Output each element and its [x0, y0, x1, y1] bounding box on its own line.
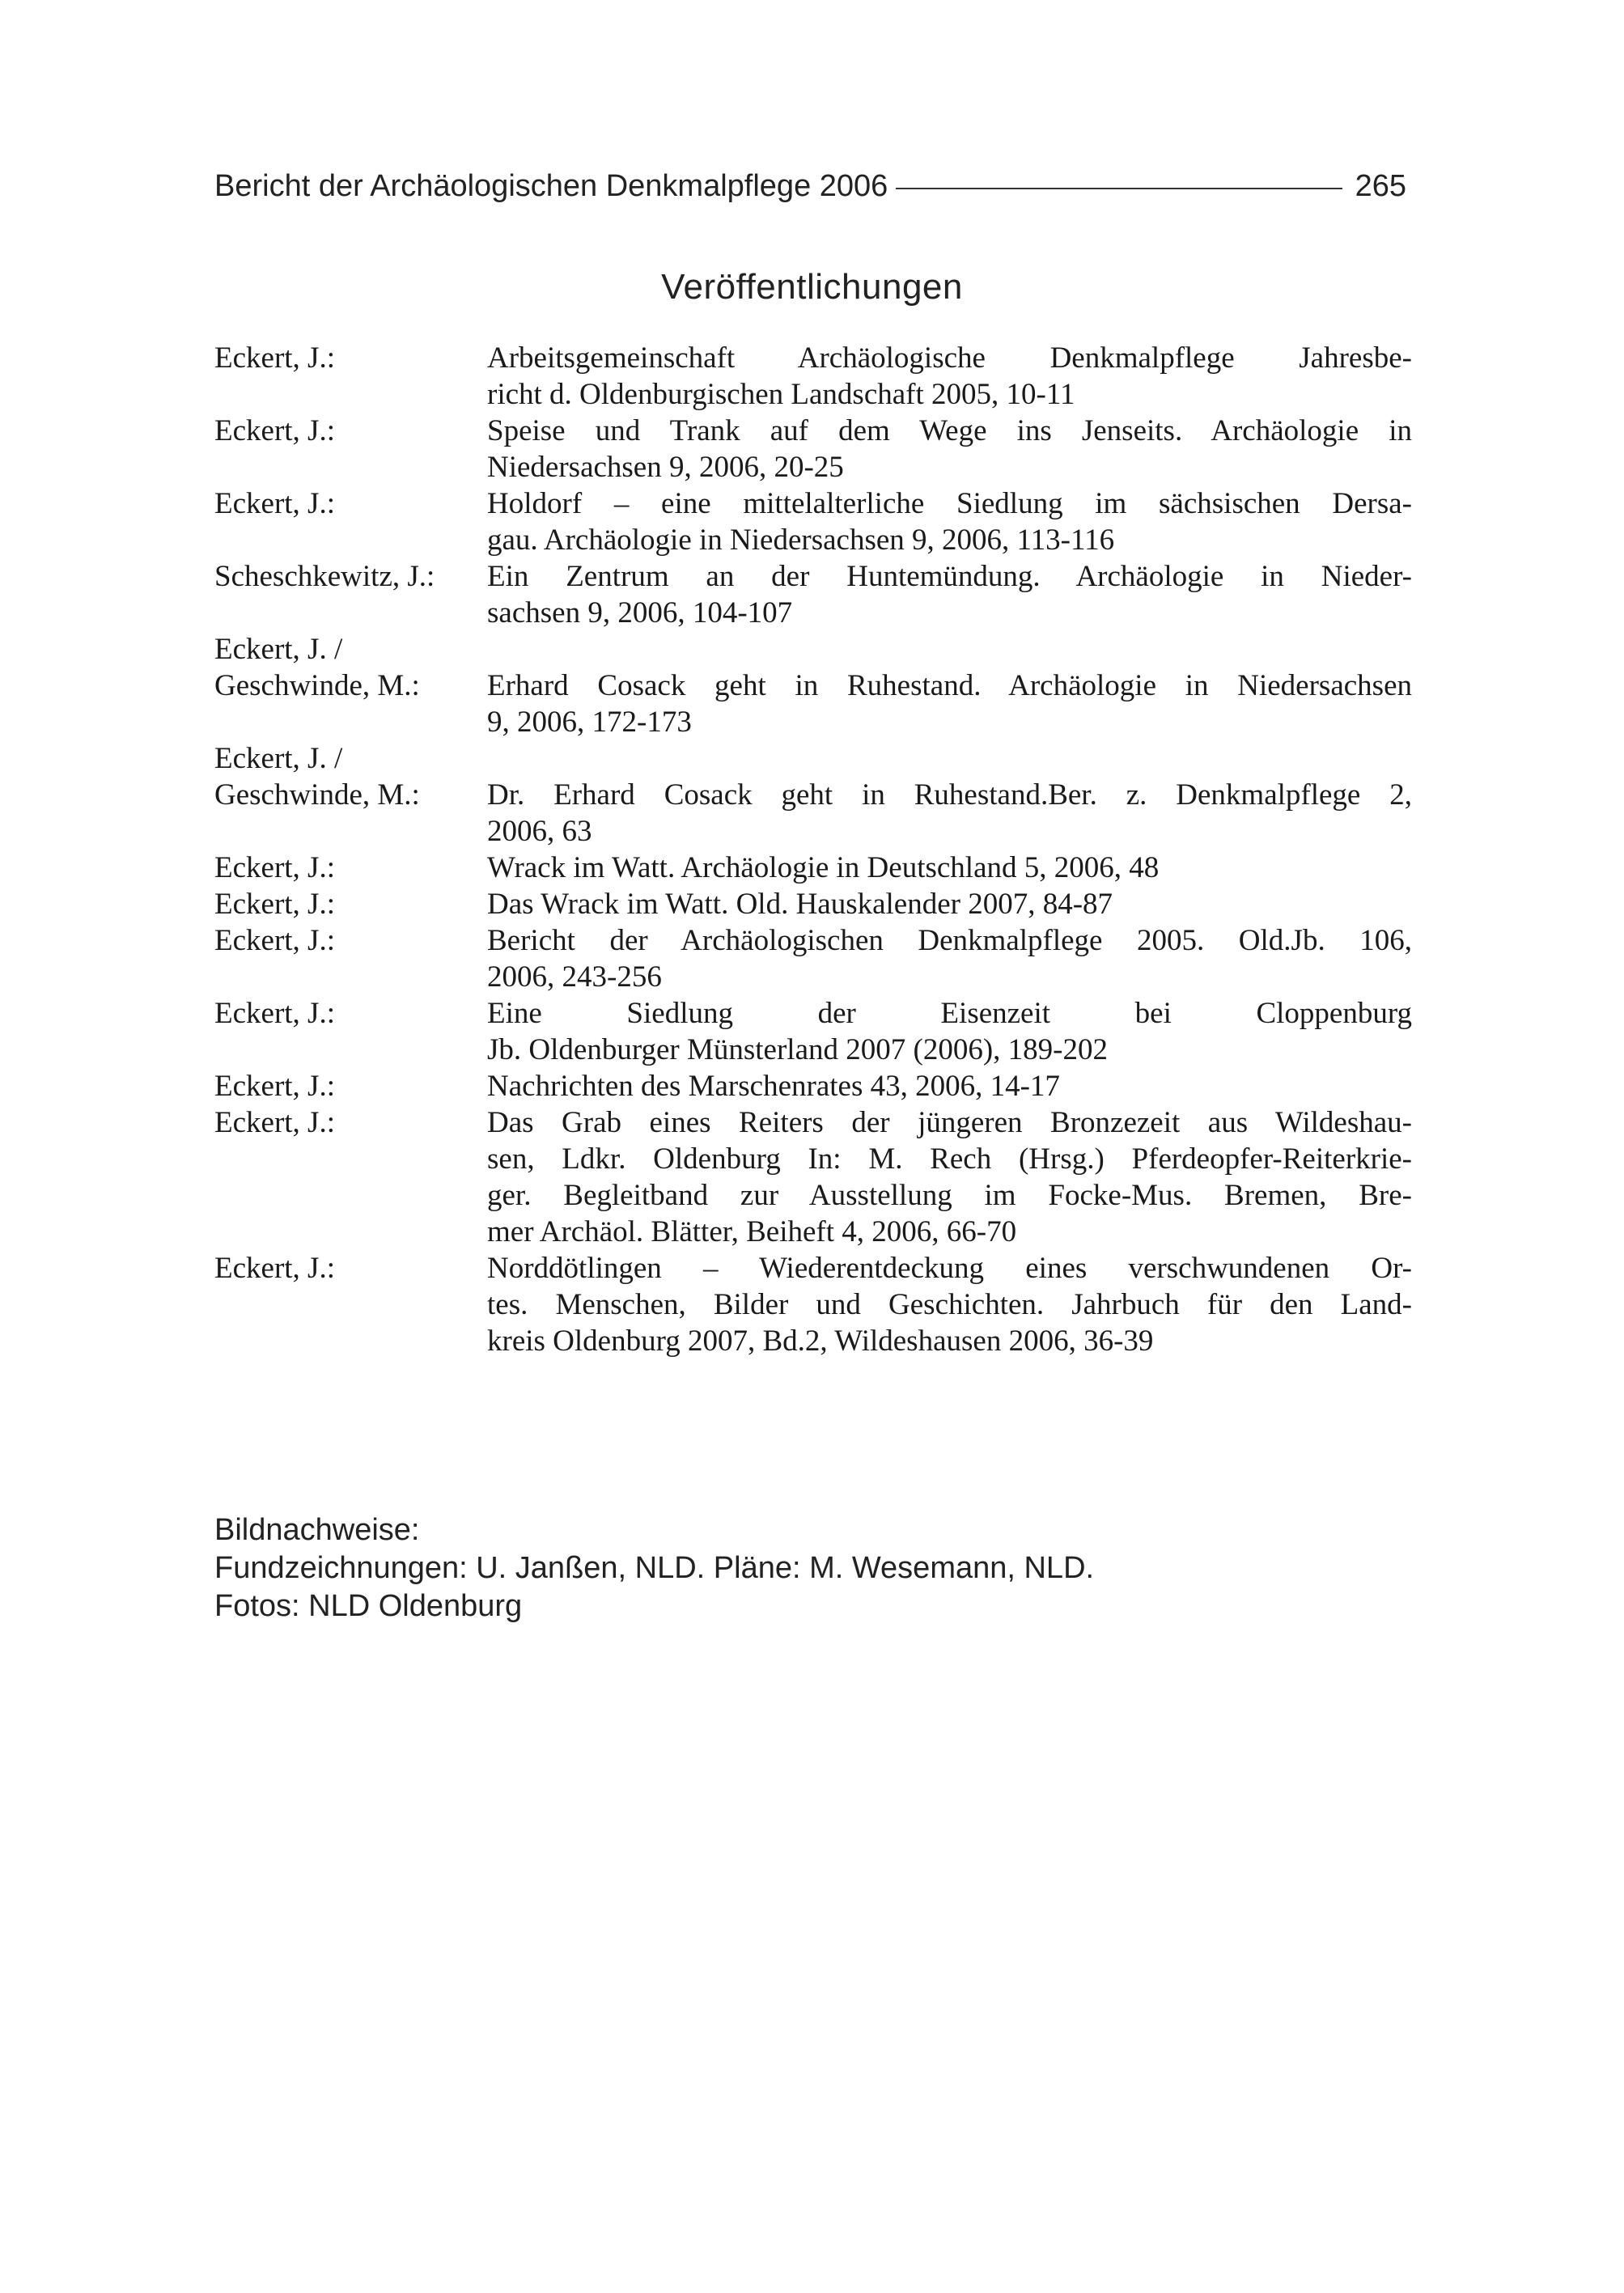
credits-heading: Bildnachweise:: [214, 1513, 420, 1547]
publication-entry: [214, 922, 1412, 995]
title-line: [487, 631, 1412, 668]
publication-title: [487, 886, 1412, 922]
publication-title: [487, 558, 1412, 631]
publication-entry: [214, 850, 1412, 886]
publication-title: [487, 995, 1412, 1068]
author-line: Eckert, J.:: [214, 414, 335, 447]
author-line: Eckert, J.:: [214, 341, 335, 375]
section-title: Veröffentlichungen: [661, 267, 963, 307]
publication-author: [214, 485, 487, 558]
publication-entry: [214, 1068, 1412, 1104]
publication-author: [214, 1068, 487, 1104]
title-line: Niedersachsen 9, 2006, 20-25: [487, 451, 844, 484]
publication-title: [487, 1104, 1412, 1250]
title-line: mer Archäol. Blätter, Beiheft 4, 2006, 66-70: [487, 1215, 1017, 1248]
author-line: Eckert, J.:: [214, 888, 335, 921]
author-line: Eckert, J.:: [214, 487, 335, 520]
title-line: gau. Archäologie in Niedersachsen 9, 2006, 113-116: [487, 523, 1115, 557]
header-rule: [896, 188, 1342, 189]
title-line: Dr. Erhard Cosack geht in Ruhestand.Ber. z. Denkmalpflege 2,: [487, 778, 1412, 812]
publication-entry: [214, 1250, 1412, 1359]
publication-author: [214, 922, 487, 995]
publication-title: [487, 850, 1412, 886]
author-line: Scheschkewitz, J.:: [214, 560, 435, 593]
author-line: Geschwinde, M.:: [214, 778, 420, 812]
title-line: Das Grab eines Reiters der jüngeren Bronzezeit aus Wildeshau-: [487, 1106, 1412, 1139]
header-title: Bericht der Archäologischen Denkmalpflege 2006: [214, 168, 888, 203]
publication-author: [214, 1104, 487, 1250]
publication-author: [214, 1250, 487, 1359]
publication-author: [214, 995, 487, 1068]
publication-author: [214, 340, 487, 413]
title-line: Jb. Oldenburger Münsterland 2007 (2006), 189-202: [487, 1033, 1108, 1066]
publication-title: [487, 631, 1412, 740]
title-line: richt d. Oldenburgischen Landschaft 2005, 10-11: [487, 378, 1075, 411]
author-line: Eckert, J.:: [214, 924, 335, 957]
publication-entry: [214, 340, 1412, 413]
title-line: Arbeitsgemeinschaft Archäologische Denkmalpflege Jahresbe-: [487, 341, 1412, 375]
author-line: Eckert, J.:: [214, 1252, 335, 1285]
title-line: Ein Zentrum an der Huntemündung. Archäologie in Nieder-: [487, 560, 1412, 593]
publication-entry: [214, 740, 1412, 850]
credits-drawings: Fundzeichnungen: U. Janßen, NLD. Pläne: M. Wesemann, NLD.: [214, 1551, 1095, 1585]
author-line: Eckert, J.:: [214, 851, 335, 884]
title-line: kreis Oldenburg 2007, Bd.2, Wildeshausen 2006, 36-39: [487, 1325, 1154, 1358]
running-header: [214, 162, 1406, 210]
title-line: Eine Siedlung der Eisenzeit bei Cloppenburg: [487, 997, 1412, 1030]
publication-author: [214, 740, 487, 850]
title-line: Holdorf – eine mittelalterliche Siedlung im sächsischen Dersa-: [487, 487, 1412, 520]
title-line: 9, 2006, 172-173: [487, 706, 692, 739]
title-line: [487, 740, 1412, 777]
author-line: Eckert, J.:: [214, 1070, 335, 1103]
title-line: 2006, 63: [487, 815, 592, 848]
author-line: Eckert, J.:: [214, 1106, 335, 1139]
image-credits: [214, 1511, 1094, 1625]
author-line: Eckert, J.:: [214, 997, 335, 1030]
title-line: sen, Ldkr. Oldenburg In: M. Rech (Hrsg.) Pferdeopfer-Reiterkrie-: [487, 1142, 1412, 1176]
title-line: Bericht der Archäologischen Denkmalpflege 2005. Old.Jb. 106,: [487, 924, 1412, 957]
author-line: Geschwinde, M.:: [214, 669, 420, 702]
publication-title: [487, 922, 1412, 995]
publication-list: [214, 340, 1412, 1359]
credits-photos: Fotos: NLD Oldenburg: [214, 1589, 523, 1623]
title-line: 2006, 243-256: [487, 960, 662, 994]
title-line: tes. Menschen, Bilder und Geschichten. Jahrbuch für den Land-: [487, 1288, 1412, 1321]
title-line: Nachrichten des Marschenrates 43, 2006, 14-17: [487, 1070, 1060, 1103]
author-line: Eckert, J. /: [214, 633, 343, 666]
publication-author: [214, 850, 487, 886]
publication-author: [214, 886, 487, 922]
title-line: sachsen 9, 2006, 104-107: [487, 596, 793, 629]
publication-author: [214, 558, 487, 631]
title-line: ger. Begleitband zur Ausstellung im Focke-Mus. Bremen, Bre-: [487, 1179, 1412, 1212]
publication-author: [214, 413, 487, 485]
publication-author: [214, 631, 487, 740]
author-line: Eckert, J. /: [214, 742, 343, 775]
publication-title: [487, 1250, 1412, 1359]
publication-entry: [214, 413, 1412, 485]
title-line: Wrack im Watt. Archäologie in Deutschland 5, 2006, 48: [487, 851, 1160, 884]
page-number: 265: [1355, 168, 1406, 203]
title-line: Erhard Cosack geht in Ruhestand. Archäologie in Niedersachsen: [487, 669, 1412, 702]
title-line: Speise und Trank auf dem Wege ins Jenseits. Archäologie in: [487, 414, 1412, 447]
publication-entry: [214, 995, 1412, 1068]
title-line: Norddötlingen – Wiederentdeckung eines verschwundenen Or-: [487, 1252, 1412, 1285]
publication-title: [487, 485, 1412, 558]
publication-title: [487, 340, 1412, 413]
publication-entry: [214, 1104, 1412, 1250]
publication-entry: [214, 485, 1412, 558]
publication-title: [487, 1068, 1412, 1104]
publication-entry: [214, 631, 1412, 740]
publication-title: [487, 740, 1412, 850]
publication-title: [487, 413, 1412, 485]
publication-entry: [214, 886, 1412, 922]
title-line: Das Wrack im Watt. Old. Hauskalender 2007, 84-87: [487, 888, 1113, 921]
publication-entry: [214, 558, 1412, 631]
